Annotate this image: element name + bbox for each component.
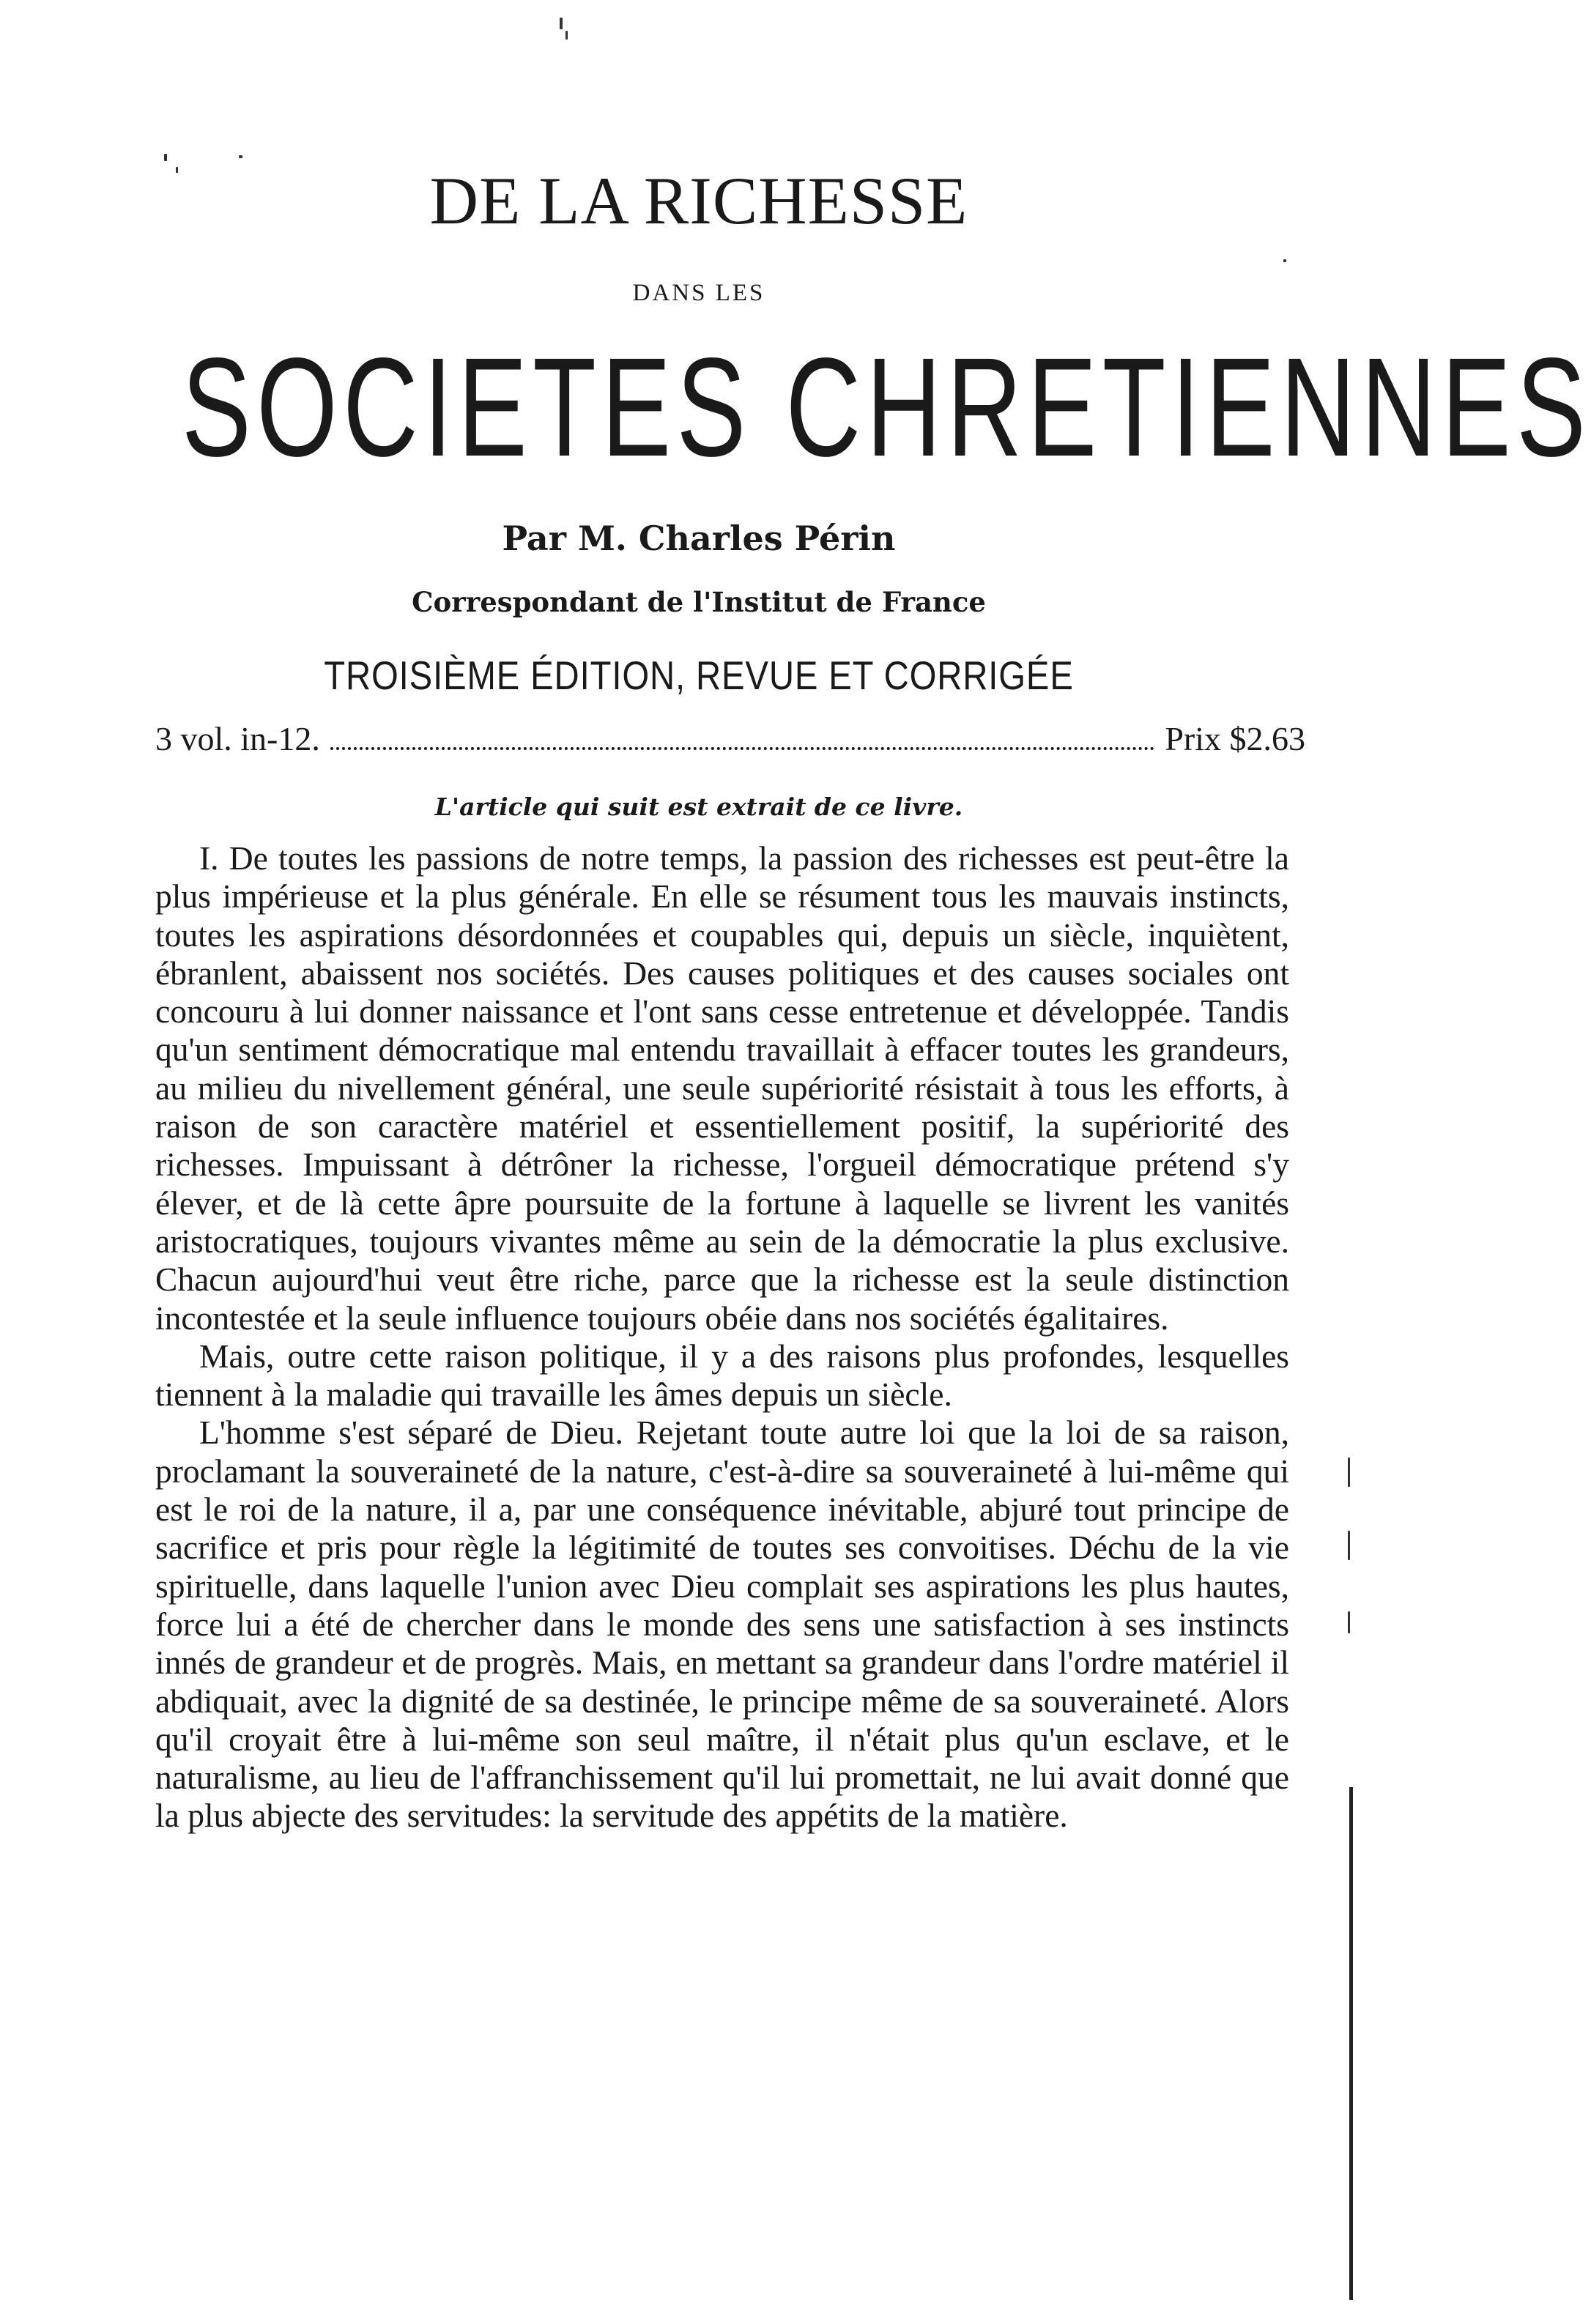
margin-rule: [1349, 1787, 1353, 2300]
dot-leader: [330, 746, 1154, 750]
price-line: [155, 719, 1305, 758]
author-affiliation: Correspondant de l'Institut de France: [412, 586, 986, 618]
book-title: DE LA RICHESSE: [429, 163, 968, 238]
scan-speck: [1348, 1458, 1350, 1487]
volumes-info: 3 vol. in-12.: [155, 720, 320, 757]
scan-speck: [560, 18, 563, 29]
paragraph: Mais, outre cette raison politique, il y a des raisons plus profondes, lesquelles tiennent à la maladie qui travaille les âmes depuis un siècle.: [155, 1337, 1289, 1414]
scan-speck: [164, 154, 167, 161]
paragraph: I. De toutes les passions de notre temps, la passion des richesses est peut-être la plus impérieuse et la plus générale. En elle se résument tous les mauvais instincts, toutes les aspirations désordonnées et coupables qui, depuis un siècle, inquiètent, ébranlent, abaissent nos sociétés. Des causes politiques et des causes sociales ont concouru à lui donner naissance et l'ont sans cesse entretenue et développée. Tandis qu'un sentiment démocratique mal entendu travaillait à effacer toutes les grandeurs, au milieu du nivellement général, une seule supériorité résistait à tous les efforts, à raison de son caractère matériel et essentiellement positif, la supériorité des richesses. Impuissant à détrôner la richesse, l'orgueil démocratique prétend s'y élever, et de là cette âpre poursuite de la fortune à laquelle se livrent les vanités aristocratiques, toujours vivantes même au sein de la démocratie la plus exclusive. Chacun aujourd'hui veut être riche, parce que la richesse est la seule distinction incontestée et la seule influence toujours obéie dans nos sociétés égalitaires.: [155, 839, 1289, 1337]
price-info: Prix $2.63: [1165, 720, 1305, 757]
book-title-large: SOCIETES CHRETIENNES: [182, 328, 1591, 486]
book-subtitle-connector: DANS LES: [632, 280, 765, 306]
author-line: Par M. Charles Périn: [502, 519, 896, 558]
scan-speck: [239, 155, 242, 158]
edition-line: TROISIÈME ÉDITION, REVUE ET CORRIGÉE: [324, 653, 1074, 698]
scan-speck: [565, 31, 568, 40]
article-body: [155, 839, 1289, 1835]
paragraph: L'homme s'est séparé de Dieu. Rejetant toute autre loi que la loi de sa raison, proclamant la souveraineté de la nature, c'est-à-dire sa souveraineté à lui-même qui est le roi de la nature, il a, par une conséquence inévitable, abjuré tout principe de sacrifice et pris pour règle la légitimité de toutes ses convoitises. Déchu de la vie spirituelle, dans laquelle l'union avec Dieu complait ses aspirations les plus hautes, force lui a été de chercher dans le monde des sens une satisfaction à ses instincts innés de grandeur et de progrès. Mais, en mettant sa grandeur dans l'ordre matériel il abdiquait, avec la dignité de sa destinée, le principe même de sa souveraineté. Alors qu'il croyait être à lui-même son seul maître, il n'était plus qu'un esclave, et le naturalisme, au lieu de l'affranchissement qu'il lui promettait, ne lui avait donné que la plus abjecte des servitudes: la servitude des appétits de la matière.: [155, 1414, 1289, 1835]
extract-note: L'article qui suit est extrait de ce livre.: [434, 792, 963, 821]
scan-speck: [1283, 259, 1286, 262]
scan-speck: [1348, 1611, 1350, 1633]
scan-speck: [1348, 1531, 1350, 1560]
